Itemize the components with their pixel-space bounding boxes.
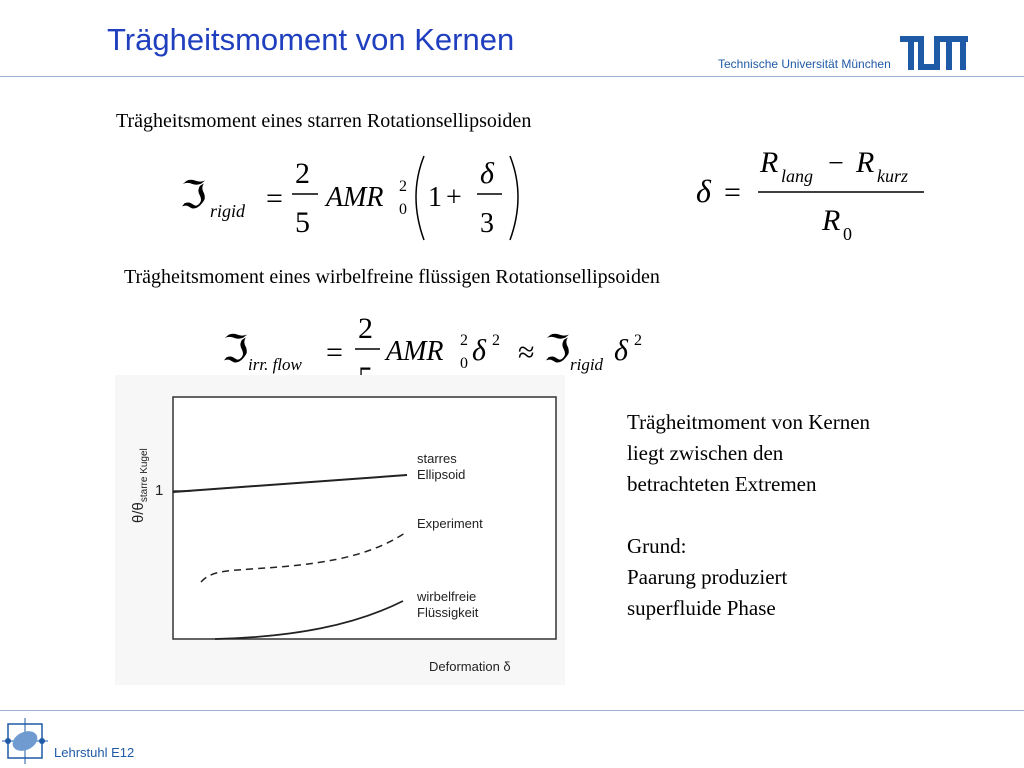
flow-approx: ≈ bbox=[518, 336, 535, 369]
graph-ytick-1: 1 bbox=[155, 482, 164, 499]
rigid-three: 3 bbox=[480, 208, 494, 239]
graph-ylabel-main: θ/θ bbox=[130, 502, 147, 523]
explanation-note bbox=[627, 407, 947, 624]
flow-subscript: irr. flow bbox=[248, 355, 302, 374]
rigid-subscript: rigid bbox=[210, 201, 246, 221]
label-experiment: Experiment bbox=[417, 516, 483, 531]
delta-r-kurz: R bbox=[856, 146, 875, 179]
delta-r-lang: R bbox=[760, 146, 779, 179]
note-line-6: superfluide Phase bbox=[627, 596, 776, 620]
flow-eq: = bbox=[326, 336, 343, 369]
delta-r0-sub: 0 bbox=[843, 224, 852, 244]
chair-name: Lehrstuhl E12 bbox=[54, 745, 135, 760]
chair-logo-icon bbox=[2, 718, 48, 764]
flow-delta-exp-2: 2 bbox=[634, 332, 642, 349]
graph-ylabel-sub: starre Kugel bbox=[139, 448, 150, 503]
note-gap bbox=[627, 500, 947, 531]
note-line-5: Paarung produziert bbox=[627, 565, 788, 589]
rigid-plus: + bbox=[446, 182, 462, 213]
flow-amr: AMR bbox=[386, 336, 444, 367]
rigid-den: 5 bbox=[295, 206, 310, 239]
label-rigid-2: Ellipsoid bbox=[417, 467, 466, 482]
note-line-1: Trägheitmoment von Kernen bbox=[627, 410, 871, 434]
rigid-one: 1 bbox=[428, 182, 442, 213]
note-line-2: liegt zwischen den bbox=[627, 441, 784, 465]
flow-num: 2 bbox=[358, 312, 373, 345]
rigid-heading: Trägheitsmoment eines starren Rotationsellipsoiden bbox=[116, 110, 532, 132]
flow-sub0: 0 bbox=[460, 355, 468, 372]
label-flow-2: Flüssigkeit bbox=[417, 605, 479, 620]
flow-exp: 2 bbox=[460, 332, 468, 349]
rigid-amr: AMR bbox=[326, 182, 384, 213]
note-line-3: betrachteten Extremen bbox=[627, 472, 817, 496]
flow-symbol-2: ℑ bbox=[544, 329, 571, 371]
rigid-formula bbox=[180, 148, 530, 248]
university-name: Technische Universität München bbox=[718, 57, 891, 71]
rigid-eq: = bbox=[266, 182, 283, 215]
graph-xlabel: Deformation δ bbox=[429, 659, 511, 674]
delta-kurz-sub: kurz bbox=[877, 166, 908, 186]
rigid-num: 2 bbox=[295, 157, 310, 190]
delta-r0: R bbox=[822, 204, 841, 237]
rigid-paren-left bbox=[416, 156, 424, 240]
page-title: Trägheitsmoment von Kernen bbox=[107, 22, 515, 57]
footer-divider bbox=[0, 710, 1024, 711]
label-flow-1: wirbelfreie bbox=[417, 589, 477, 604]
deformation-graph bbox=[115, 375, 565, 685]
delta-eq: = bbox=[724, 176, 741, 209]
flow-delta-exp: 2 bbox=[492, 332, 500, 349]
delta-formula bbox=[690, 140, 930, 250]
delta-minus: − bbox=[828, 148, 844, 179]
rigid-exp: 2 bbox=[399, 178, 407, 195]
flow-symbol: ℑ bbox=[222, 329, 249, 371]
flow-delta: δ bbox=[472, 334, 486, 367]
rigid-symbol: ℑ bbox=[180, 175, 207, 217]
delta-lang-sub: lang bbox=[781, 166, 814, 186]
rigid-paren-right bbox=[510, 156, 518, 240]
header-divider bbox=[0, 76, 1024, 77]
tum-logo bbox=[900, 36, 970, 72]
flow-subscript-2: rigid bbox=[570, 355, 604, 374]
graph-frame bbox=[173, 397, 556, 639]
label-rigid-1: starres bbox=[417, 451, 457, 466]
delta-symbol: δ bbox=[696, 173, 711, 209]
flow-delta-2: δ bbox=[614, 334, 628, 367]
flow-heading: Trägheitsmoment eines wirbelfreine flüssigen Rotationsellipsoiden bbox=[124, 266, 660, 288]
rigid-delta: δ bbox=[480, 157, 494, 190]
rigid-sub0: 0 bbox=[399, 201, 407, 218]
note-line-4: Grund: bbox=[627, 534, 687, 558]
